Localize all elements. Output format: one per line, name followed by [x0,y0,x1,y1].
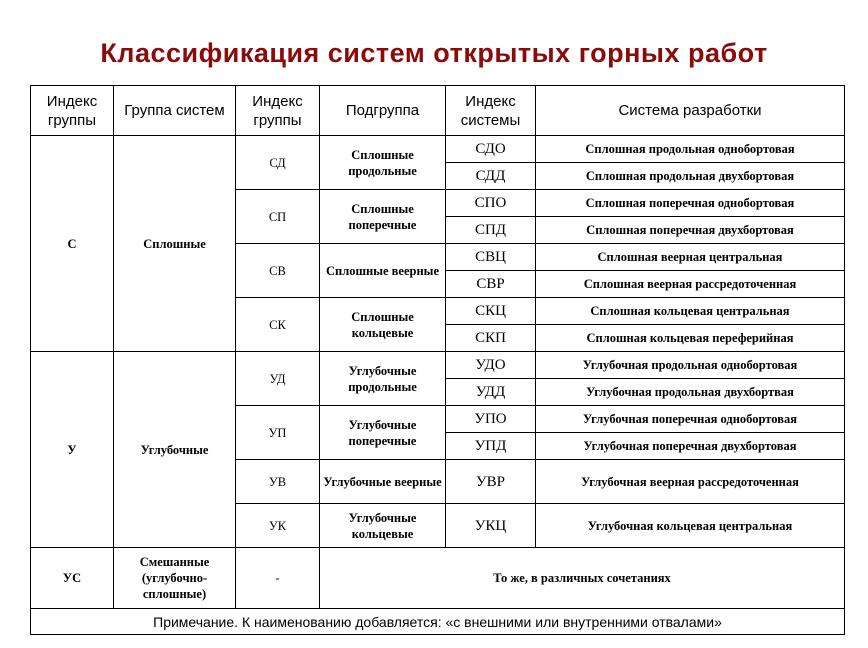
subgroup-index: СД [236,136,320,190]
system-index: СКП [446,325,536,352]
system-index: УДД [446,379,536,406]
note-row [31,609,845,635]
system-index: УПО [446,406,536,433]
page-title: Классификация систем открытых горных работ [100,38,768,68]
subgroup-index: УВ [236,460,320,504]
system-index: СПД [446,217,536,244]
table-note: Примечание. К наименованию добавляется: «с внешними или внутренними отвалами» [31,609,845,635]
subgroup-name: Углубочные продольные [320,352,446,406]
table-row [31,548,845,609]
system-name: Углубочная кольцевая центральная [536,504,845,548]
subgroup-name: Сплошные продольные [320,136,446,190]
system-name: Сплошная кольцевая переферийная [536,325,845,352]
system-name: Сплошная поперечная однобортовая [536,190,845,217]
group-index: У [31,352,114,548]
system-index: УДО [446,352,536,379]
system-index: СКЦ [446,298,536,325]
subgroup-name: Углубочные поперечные [320,406,446,460]
system-name: Углубочная продольная двухбортвая [536,379,845,406]
subgroup-index: СП [236,190,320,244]
group-name: Смешанные (углубочно-сплошные) [114,548,236,609]
system-index: УВР [446,460,536,504]
subgroup-name: Углубочные кольцевые [320,504,446,548]
system-name: Углубочная поперечная однобортовая [536,406,845,433]
system-name: Сплошная продольная двухбортовая [536,163,845,190]
system-index: СПО [446,190,536,217]
subgroup-name: Сплошные кольцевые [320,298,446,352]
header-subgroup-index: Индекс группы [236,86,320,136]
system-index: УПД [446,433,536,460]
system-name: Углубочная поперечная двухбортовая [536,433,845,460]
system-name: Сплошная веерная рассредоточенная [536,271,845,298]
header-row [31,86,845,136]
subgroup-index: УК [236,504,320,548]
system-name: Сплошная продольная однобортовая [536,136,845,163]
header-subgroup: Подгруппа [320,86,446,136]
combined-systems: То же, в различных сочетаниях [320,548,845,609]
subgroup-index: УД [236,352,320,406]
group-index: С [31,136,114,352]
header-group-name: Группа систем [114,86,236,136]
group-name: Сплошные [114,136,236,352]
table-row [31,352,845,379]
system-index: СВЦ [446,244,536,271]
group-name: Углубочные [114,352,236,548]
system-name: Сплошная кольцевая центральная [536,298,845,325]
group-index: УС [31,548,114,609]
subgroup-name: Сплошные веерные [320,244,446,298]
header-system: Система разработки [536,86,845,136]
system-index: СВР [446,271,536,298]
table-row [31,136,845,163]
subgroup-index: СВ [236,244,320,298]
system-name: Углубочная продольная однобортовая [536,352,845,379]
subgroup-index: СК [236,298,320,352]
subgroup-name: Углубочные веерные [320,460,446,504]
classification-table [30,85,845,635]
system-name: Углубочная веерная рассредоточенная [536,460,845,504]
subgroup-index: - [236,548,320,609]
header-system-index: Индекс системы [446,86,536,136]
subgroup-name: Сплошные поперечные [320,190,446,244]
subgroup-index: УП [236,406,320,460]
system-index: УКЦ [446,504,536,548]
system-index: СДД [446,163,536,190]
system-index: СДО [446,136,536,163]
header-group-index: Индекс группы [31,86,114,136]
system-name: Сплошная поперечная двухбортовая [536,217,845,244]
system-name: Сплошная веерная центральная [536,244,845,271]
